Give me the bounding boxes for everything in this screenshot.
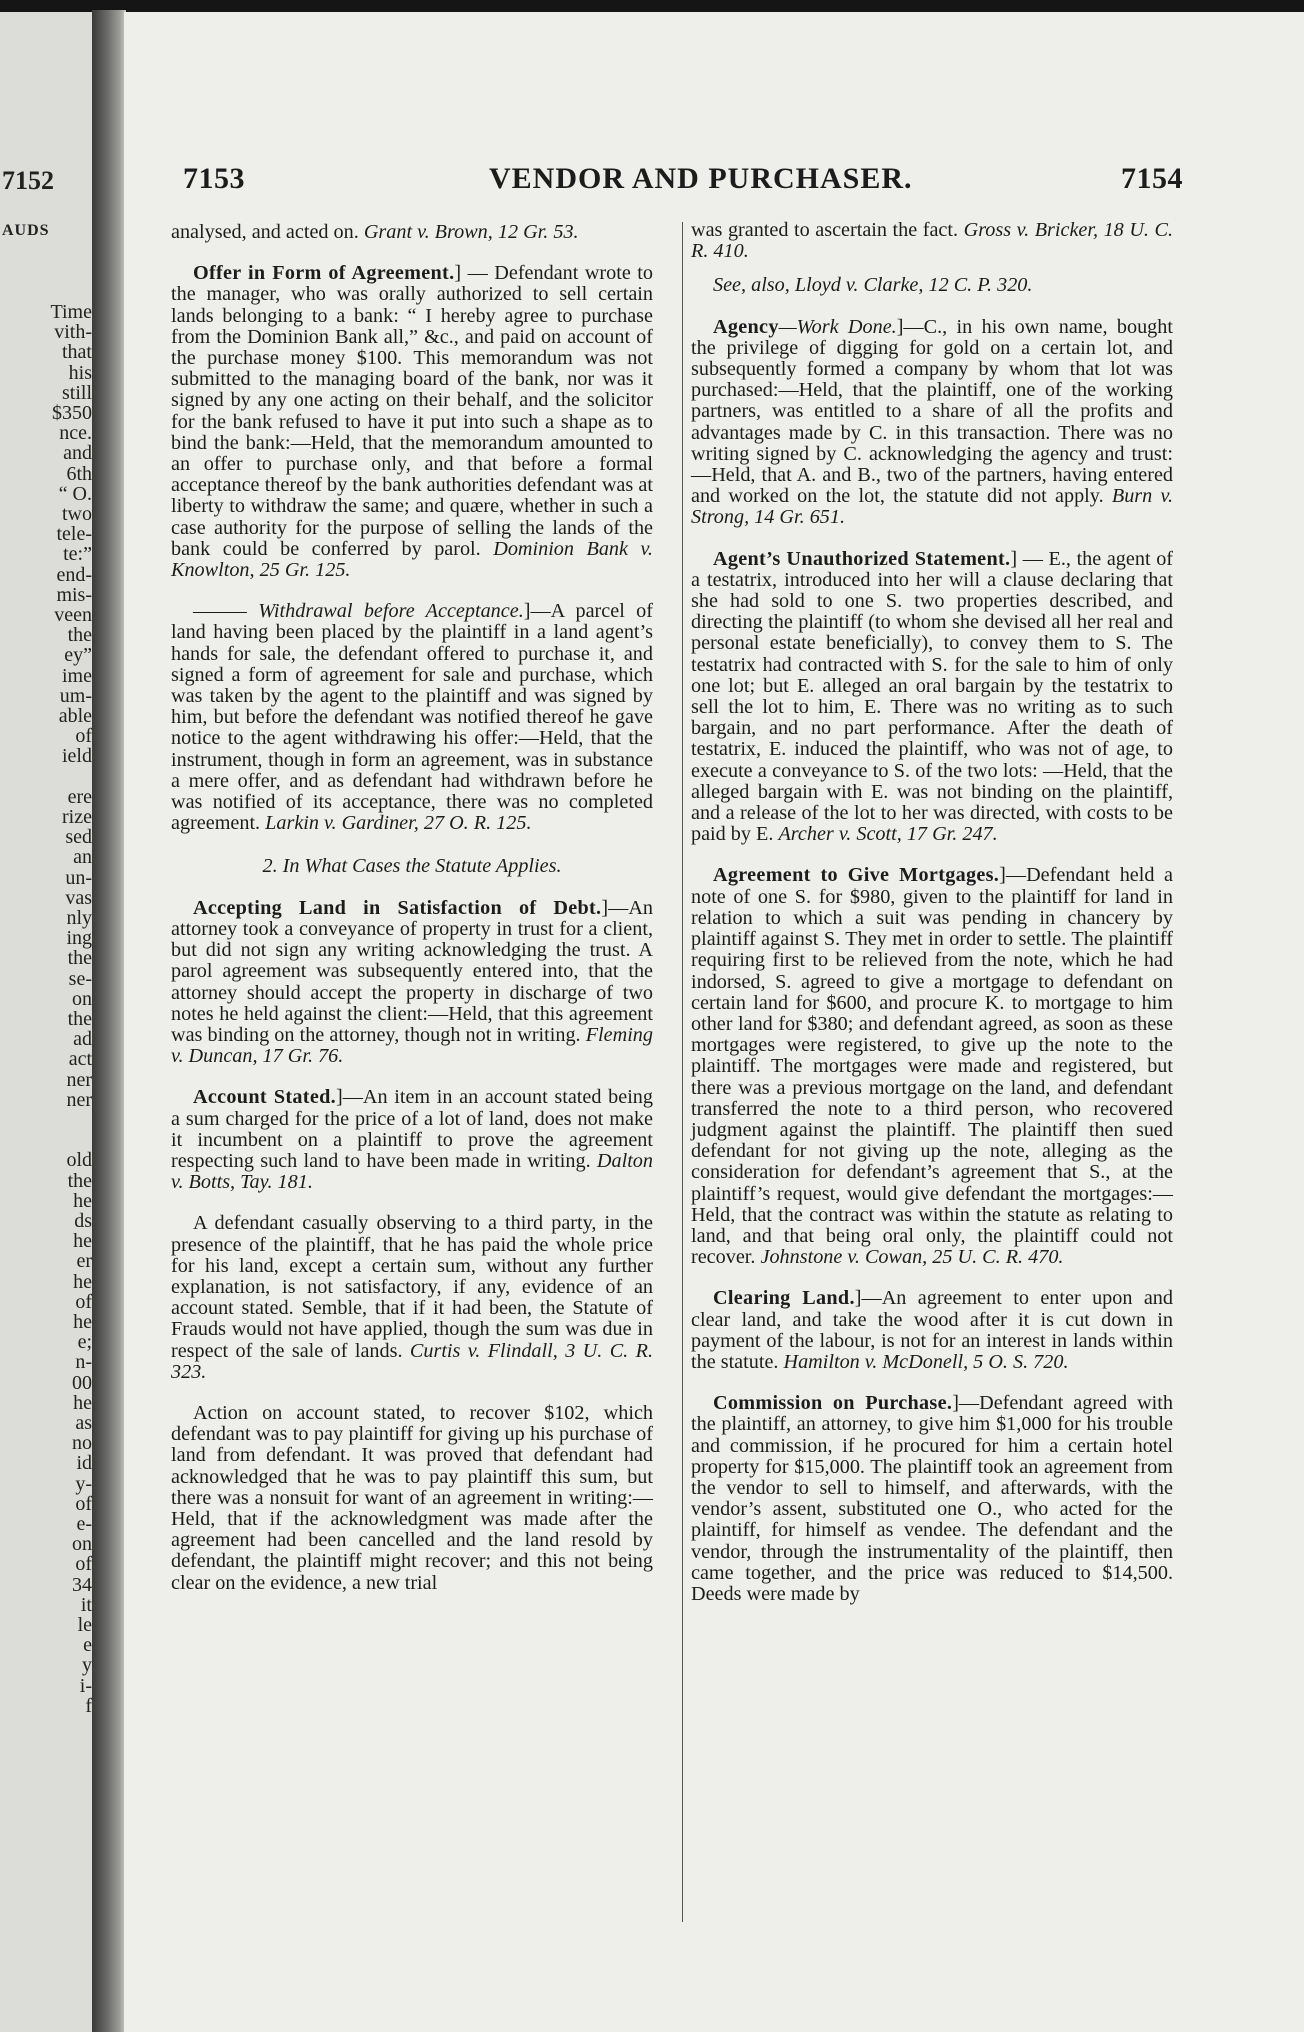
previous-page-fragment: act: [68, 1048, 92, 1071]
digest-paragraph: [171, 1403, 653, 1594]
entry-heading: Agent’s Unauthorized Statement.: [713, 547, 1011, 570]
entry-heading: Offer in Form of Agreement.: [193, 262, 455, 285]
previous-page-fragment: end-: [56, 563, 92, 586]
entry-heading: Commission on Purchase.: [713, 1392, 953, 1415]
digest-entry: [171, 1087, 653, 1193]
previous-page-fragment: vas: [65, 886, 92, 909]
entry-text: ]—C., in his own name, bought the privilege of digging for gold on a certain lot, and subsequently formed a company by whom that lot was purchased:—Held, that the plaintiff, one of the working partners, was entitled to a share of all the profits and advantages made by C. in this transaction. There was no writing signed by C. acknowledging the agency and trust:—Held, that A. and B., two of the partners, having entered and worked on the lot, the statute did not apply.: [691, 315, 1173, 508]
previous-page-fragment: e: [83, 1634, 92, 1657]
previous-page-fragment: er: [76, 1250, 92, 1273]
previous-page-fragment: he: [73, 1230, 92, 1253]
previous-page-fragment: his: [68, 361, 92, 384]
entry-text: ] — Defendant wrote to the manager, who was orally authorized to sell certain lands belonging to a bank: “ I hereby agree to purchase from the Dominion Bank all,” &c., and paid on account of the purchase money $100. This memorandum was not submitted to the managing board of the bank, nor was it signed by any one acting on their behalf, and the solicitor for the bank refused to have it put into such a shape as to bind the bank:—Held, that the memorandum amounted to an offer to purchase only, and that before a formal acceptance thereof by the bank authorities defendant was at liberty to withdraw the same; and quære, whether in such a case authority for the purpose of selling the lands of the bank could be conferred by parol.: [171, 262, 653, 560]
continuation-paragraph: [691, 220, 1173, 262]
previous-page-fragment: of: [75, 1492, 92, 1515]
previous-page-fragment: he: [73, 1391, 92, 1414]
entry-heading: Clearing Land.: [713, 1287, 855, 1310]
previous-page-fragment: he: [73, 1189, 92, 1212]
digest-entry: [691, 549, 1173, 846]
previous-page-fragment: “ O.: [58, 482, 92, 505]
previous-page-fragment: f: [85, 1694, 92, 1717]
case-citation: Larkin v. Gardiner, 27 O. R. 125.: [265, 812, 532, 835]
previous-page-fragment: of: [75, 725, 92, 748]
entry-heading: Account Stated.: [193, 1086, 336, 1109]
previous-page-fragment: the: [67, 947, 92, 970]
entry-subheading: —Work Done.: [778, 315, 897, 338]
right-column: [691, 220, 1173, 1618]
running-title: VENDOR AND PURCHASER.: [489, 162, 913, 195]
previous-page-fragment: y: [82, 1654, 92, 1677]
previous-page-fragment: and: [63, 442, 92, 465]
previous-page-fragment: no: [72, 1432, 92, 1455]
previous-page-fragment: on: [72, 987, 92, 1010]
previous-page-fragment: an: [73, 846, 92, 869]
case-citation: Hamilton v. McDonell, 5 O. S. 720.: [783, 1350, 1069, 1373]
previous-page-fragment: the: [67, 1008, 92, 1030]
previous-page-fragment: he: [73, 1311, 92, 1333]
entry-text: ]—An agreement to enter upon and clear land, and take the wood after it is cut down in payment of the labour, is not for an interest in lands within the statute.: [691, 1287, 1173, 1373]
case-citation: Fleming v. Duncan, 17 Gr. 76.: [171, 1023, 653, 1068]
previous-page-fragment: ere: [67, 785, 92, 808]
previous-page-fragment: $350: [52, 402, 92, 424]
previous-page-fragment: ime: [62, 664, 92, 687]
previous-page-fragment: he: [73, 1270, 92, 1293]
page-number-left: 7153: [183, 162, 245, 195]
digest-entry: [691, 865, 1173, 1268]
previous-page-fragment: rize: [62, 806, 92, 828]
previous-page-fragment: nce.: [59, 422, 92, 445]
previous-page-fragment: un-: [65, 866, 92, 889]
entry-heading: Agency: [713, 315, 779, 338]
continuation-paragraph: [171, 222, 653, 243]
case-citation: Dominion Bank v. Knowlton, 25 Gr. 125.: [171, 537, 653, 582]
entry-text: A defendant casually observing to a third party, in the presence of the plaintiff, that he has paid the whole price for his land, except a certain sum, without any further explanation, is not satisfactory, if any, evidence of an account stated. Semble, that if it had been, the Statute of Frauds would not have applied, though the sum was due in respect of the sale of lands.: [171, 1212, 653, 1362]
previous-page-fragment: as: [75, 1412, 92, 1434]
previous-page-fragment: 00: [72, 1371, 92, 1394]
previous-page-fragment: still: [61, 381, 92, 404]
previous-page-fragment: of: [75, 1290, 92, 1313]
previous-page-fragment: ds: [74, 1210, 92, 1232]
previous-page-fragment: that: [62, 341, 92, 364]
case-citation: Johnstone v. Cowan, 25 U. C. R. 470.: [760, 1246, 1064, 1269]
case-citation: Gross v. Bricker, 18 U. C. R. 410.: [691, 219, 1174, 263]
digest-entry: [171, 601, 653, 834]
digest-paragraph: [171, 1213, 653, 1383]
digest-entry: [691, 1393, 1173, 1605]
previous-page-fragment: 34: [72, 1573, 92, 1596]
entry-heading: ——— Withdrawal before Acceptance.: [193, 600, 524, 623]
previous-page-fragment: nly: [66, 907, 92, 929]
previous-page-fragment: se-: [68, 967, 92, 990]
previous-page-fragment: e-: [76, 1513, 92, 1535]
entry-text: Action on account stated, to recover $102, which defendant was to pay plaintiff for giving up his purchase of land from defendant. It was proved that defendant had acknowledged that he was to pay plaintiff this sum, but there was a nonsuit for want of an agreement in writing:—Held, that if the acknowledgment was made after the agreement had been cancelled and the land resold by defendant, the plaintiff might recover; and this not being clear on the evidence, a new trial: [171, 1401, 653, 1594]
digest-entry: [171, 898, 653, 1068]
case-citation: Burn v. Strong, 14 Gr. 651.: [691, 485, 1174, 529]
previous-page-fragment: ad: [73, 1028, 92, 1051]
entry-text: was granted to ascertain the fact.: [691, 219, 959, 241]
previous-page-fragment: te:”: [63, 543, 92, 566]
left-column: [171, 222, 653, 1607]
entry-text: ]—Defendant agreed with the plaintiff, an attorney, to give him $1,000 for his trouble and commission, if he procured for him a certain hotel property for $15,000. The plaintiff took an agreement from the vendor to sell to himself, and afterwards, with the vendor’s assent, substituted one O., who acted for the plaintiff, for himself as vendee. The defendant and the vendor, through the instrumentality of the plaintiff, then came together, and the price was reduced to $14,500. Deeds were made by: [691, 1392, 1173, 1605]
entry-text: ]—An item in an account stated being a sum charged for the price of a lot of land, does not make it incumbent on a plaintiff to prove the agreement respecting such land to have been made in writing.: [171, 1086, 653, 1172]
previous-page-fragment: Time: [50, 301, 92, 323]
previous-page-fragment: mis-: [56, 583, 92, 606]
previous-page-fragment: it: [80, 1593, 92, 1616]
entry-text: ]—Defendant held a note of one S. for $980, given to the plaintiff for land in relation to which a suit was pending in chancery by plaintiff against S. They met in order to settle. The plaintiff requiring first to be relieved from the note, which he had indorsed, S. agreed to give a mortgage to defendant on certain land for $600, and procure K. to mortgage to him other land for $380; and defendant agreed, as soon as these mortgages were registered, to give up the note to the plaintiff. The mortgages were made and registered, but there was a previous mortgage on the land, and defendant transferred the note to a third person, who recovered judgment against the plaintiff. The plaintiff then sued defendant for not giving up the note, alleging as the consideration for defendant’s agreement that S., at the plaintiff’s request, would give defendant the mortgages:—Held, that the contract was within the statute as relating to land, and that being oral only, the plaintiff could not recover.: [691, 864, 1173, 1269]
case-citation: Archer v. Scott, 17 Gr. 247.: [778, 823, 998, 846]
case-citation: Curtis v. Flindall, 3 U. C. R. 323.: [171, 1339, 653, 1383]
case-citation: Lloyd v. Clarke, 12 C. P. 320.: [794, 274, 1033, 297]
previous-page-fragment: 6th: [66, 462, 92, 485]
column-divider: [682, 222, 683, 1922]
previous-page-fragment: ing: [66, 927, 92, 950]
previous-page-fragment: two: [62, 503, 92, 525]
digest-entry: [171, 263, 653, 581]
previous-page-fragment: the: [67, 624, 92, 647]
previous-page-edge: [0, 12, 98, 2032]
case-citation: Grant v. Brown, 12 Gr. 53.: [363, 221, 579, 243]
previous-page-fragment: sed: [65, 826, 92, 849]
previous-page-fragment: old: [66, 1149, 92, 1172]
previous-page-fragment: id: [76, 1452, 92, 1475]
previous-page-fragment: i-: [79, 1674, 92, 1697]
previous-page-fragment: vith-: [54, 321, 92, 344]
previous-page-fragment: tele-: [56, 523, 92, 546]
previous-page-fragment: of: [75, 1553, 92, 1576]
previous-page-fragment: le: [77, 1614, 92, 1636]
entry-heading: Accepting Land in Satisfaction of Debt.: [193, 896, 602, 919]
previous-page-fragment: ner: [66, 1088, 92, 1111]
previous-page-fragment: y-: [75, 1472, 92, 1495]
previous-page-fragment: ey”: [64, 644, 92, 667]
see-also-reference: [691, 275, 1173, 296]
previous-page-fragment: um-: [59, 684, 92, 707]
section-heading: 2. In What Cases the Statute Applies.: [262, 855, 562, 878]
previous-page-fragment: ield: [62, 745, 92, 768]
page-number-right: 7154: [1121, 162, 1183, 195]
entry-heading: Agreement to Give Mortgages.: [713, 864, 1000, 887]
entry-text: analysed, and acted on.: [171, 221, 359, 243]
previous-page-number: 7152: [2, 166, 54, 195]
see-also-label: See, also,: [713, 274, 790, 297]
entry-text: ] — E., the agent of a testatrix, introduced into her will a clause declaring that she had sold to one S. two properties described, and directing the plaintiff (to whom she devised all her real and personal estate beneficially), to convey them to S. The testatrix had contracted with S. for the sale to him of only one lot; but E. alleged an oral bargain by the testatrix to sell the lot to him, E. There was no writing as to such bargain, and no part performance. After the death of testatrix, E. induced the plaintiff, who was not of age, to execute a conveyance to S. of the two lots: —Held, that the alleged bargain with E. was not binding on the plaintiff, and a release of the lot to her was directed, with costs to be paid by E.: [691, 547, 1174, 846]
case-citation: Dalton v. Botts, Tay. 181.: [171, 1149, 653, 1194]
previous-page-fragment: ner: [66, 1068, 92, 1091]
entry-text: ]—A parcel of land having been placed by the plaintiff in a land agent’s hands for sale, the defendant offered to purchase it, and signed a form of agreement for sale and purchase, which was taken by the agent to the plaintiff and was signed by him, but before the defendant was notified thereof he gave notice to the agent withdrawing his offer:—Held, that the instrument, though in form an agreement, was in substance a mere offer, and as defendant had withdrawn before he was notified of its acceptance, there was no completed agreement.: [171, 600, 654, 835]
entry-text: ]—An attorney took a conveyance of property in trust for a client, but did not sign any writing acknowledging the trust. A parol agreement was subsequently entered into, that the attorney should accept the property in discharge of two notes he held against the client:—Held, that this agreement was binding on the attorney, though not in writing.: [171, 896, 653, 1046]
previous-page-fragment: the: [67, 1169, 92, 1192]
previous-page-fragment: n-: [75, 1351, 92, 1374]
book-gutter: [92, 10, 126, 2032]
previous-page-fragment: veen: [54, 604, 92, 626]
previous-page-header-fragment: AUDS: [2, 222, 50, 239]
previous-page-fragment: e;: [77, 1331, 92, 1354]
digest-entry: [691, 317, 1173, 529]
previous-page-fragment: on: [72, 1533, 92, 1556]
digest-entry: [691, 1288, 1173, 1373]
previous-page-fragment: able: [58, 705, 92, 727]
